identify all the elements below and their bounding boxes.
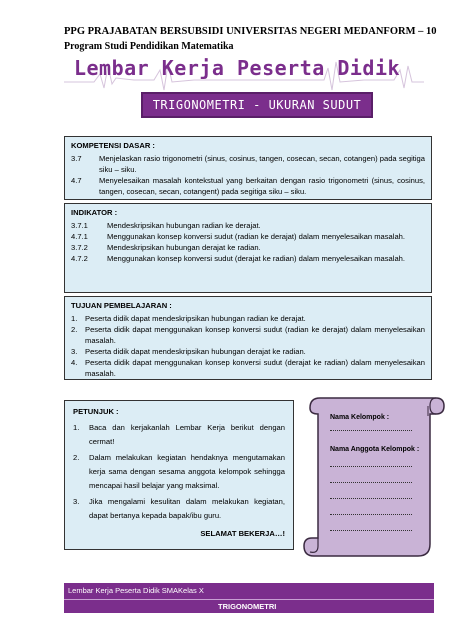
indikator-box (64, 203, 432, 293)
topic-banner: TRIGONOMETRI - UKURAN SUDUT (141, 92, 373, 118)
item-number: 4. (71, 358, 78, 367)
nama-kelompok-label: Nama Kelompok : (330, 414, 390, 421)
anggota-line-3[interactable] (330, 498, 412, 499)
item-number: 1. (71, 314, 78, 323)
item-text: Menggunakan konsep konversi sudut (derajat ke radian) dalam menyelesaikan masalah. (107, 254, 406, 263)
list-item (73, 495, 285, 523)
item-text: Dalam melakukan kegiatan hendaknya mengutamakan kerja sama dengan sesama anggota kelompok sehingga mencapai hasil belajar yang maksimal. (89, 453, 285, 490)
item-text: Jika mengalami kesulitan dalam melakukan kegiatan, dapat bertanya kepada bapak/ibu guru. (89, 497, 285, 520)
list-item (73, 451, 285, 493)
item-number: 3.7.1 (71, 221, 88, 230)
header-institution: PPG PRAJABATAN BERSUBSIDI UNIVERSITAS NEGERI MEDANFORM – 10 (64, 26, 437, 37)
footer-divider (64, 599, 434, 600)
item-number: 3. (73, 497, 80, 506)
item-text: Peserta didik dapat mendeskripsikan hubungan radian ke derajat. (85, 314, 306, 323)
closing-text: SELAMAT BEKERJA…! (200, 529, 285, 538)
kompetensi-dasar-box (64, 136, 432, 200)
footer-left-text: Lembar Kerja Peserta Didik SMAKelas X (68, 586, 204, 595)
item-number: 3.7.2 (71, 243, 88, 252)
petunjuk-heading: PETUNJUK : (73, 407, 119, 416)
item-number: 2. (71, 325, 78, 334)
list-item (71, 242, 425, 253)
item-number: 4.7 (71, 176, 82, 185)
list-item (71, 220, 425, 231)
anggota-line-2[interactable] (330, 482, 412, 483)
footer-right-text: TRIGONOMETRI (218, 602, 277, 611)
anggota-line-4[interactable] (330, 514, 412, 515)
list-item (71, 175, 425, 197)
kompetensi-heading: KOMPETENSI DASAR : (71, 141, 155, 150)
tujuan-pembelajaran-box (64, 296, 432, 380)
item-number: 4.7.1 (71, 232, 88, 241)
list-item (71, 346, 425, 357)
item-text: Menjelaskan rasio trigonometri (sinus, cosinus, tangen, cosecan, secan, cotangen) pada segitiga siku – siku. (99, 154, 425, 174)
list-item (71, 153, 425, 175)
item-text: Peserta didik dapat menggunakan konsep konversi sudut (derajat ke radian) dalam menyelesaikan masalah. (85, 358, 425, 378)
list-item (71, 253, 425, 264)
list-item (73, 421, 285, 449)
item-text: Mendeskripsikan hubungan radian ke derajat. (107, 221, 261, 230)
item-text: Baca dan kerjakanlah Lembar Kerja berikut dengan cermat! (89, 423, 285, 446)
header-program: Program Studi Pendidikan Matematika (64, 41, 234, 52)
item-number: 2. (73, 453, 80, 462)
anggota-line-1[interactable] (330, 466, 412, 467)
item-number: 3. (71, 347, 78, 356)
list-item (71, 313, 425, 324)
anggota-line-5[interactable] (330, 530, 412, 531)
list-item (71, 324, 425, 346)
list-item (71, 231, 425, 242)
item-text: Menyelesaikan masalah kontekstual yang berkaitan dengan rasio trigonometri (sinus, cosinus, tangen, cosecan, secan, cotangent) pada segitiga siku – siku. (99, 176, 425, 196)
item-text: Peserta didik dapat menggunakan konsep konversi sudut (radian ke derajat) dalam menyelesaikan masalah. (85, 325, 425, 345)
item-text: Menggunakan konsep konversi sudut (radian ke derajat) dalam menyelesaikan masalah. (107, 232, 406, 241)
item-number: 4.7.2 (71, 254, 88, 263)
item-number: 1. (73, 423, 80, 432)
petunjuk-box (64, 400, 294, 550)
item-text: Mendeskripsikan hubungan derajat ke radian. (107, 243, 261, 252)
list-item (71, 357, 425, 379)
indikator-heading: INDIKATOR : (71, 208, 118, 217)
nama-kelompok-line[interactable] (330, 430, 412, 431)
item-number: 3.7 (71, 154, 82, 163)
item-text: Peserta didik dapat mendeskripsikan hubungan derajat ke radian. (85, 347, 306, 356)
tujuan-heading: TUJUAN PEMBELAJARAN : (71, 301, 172, 310)
page-title: Lembar Kerja Peserta Didik (73, 56, 401, 80)
nama-anggota-label: Nama Anggota Kelompok : (330, 446, 420, 453)
